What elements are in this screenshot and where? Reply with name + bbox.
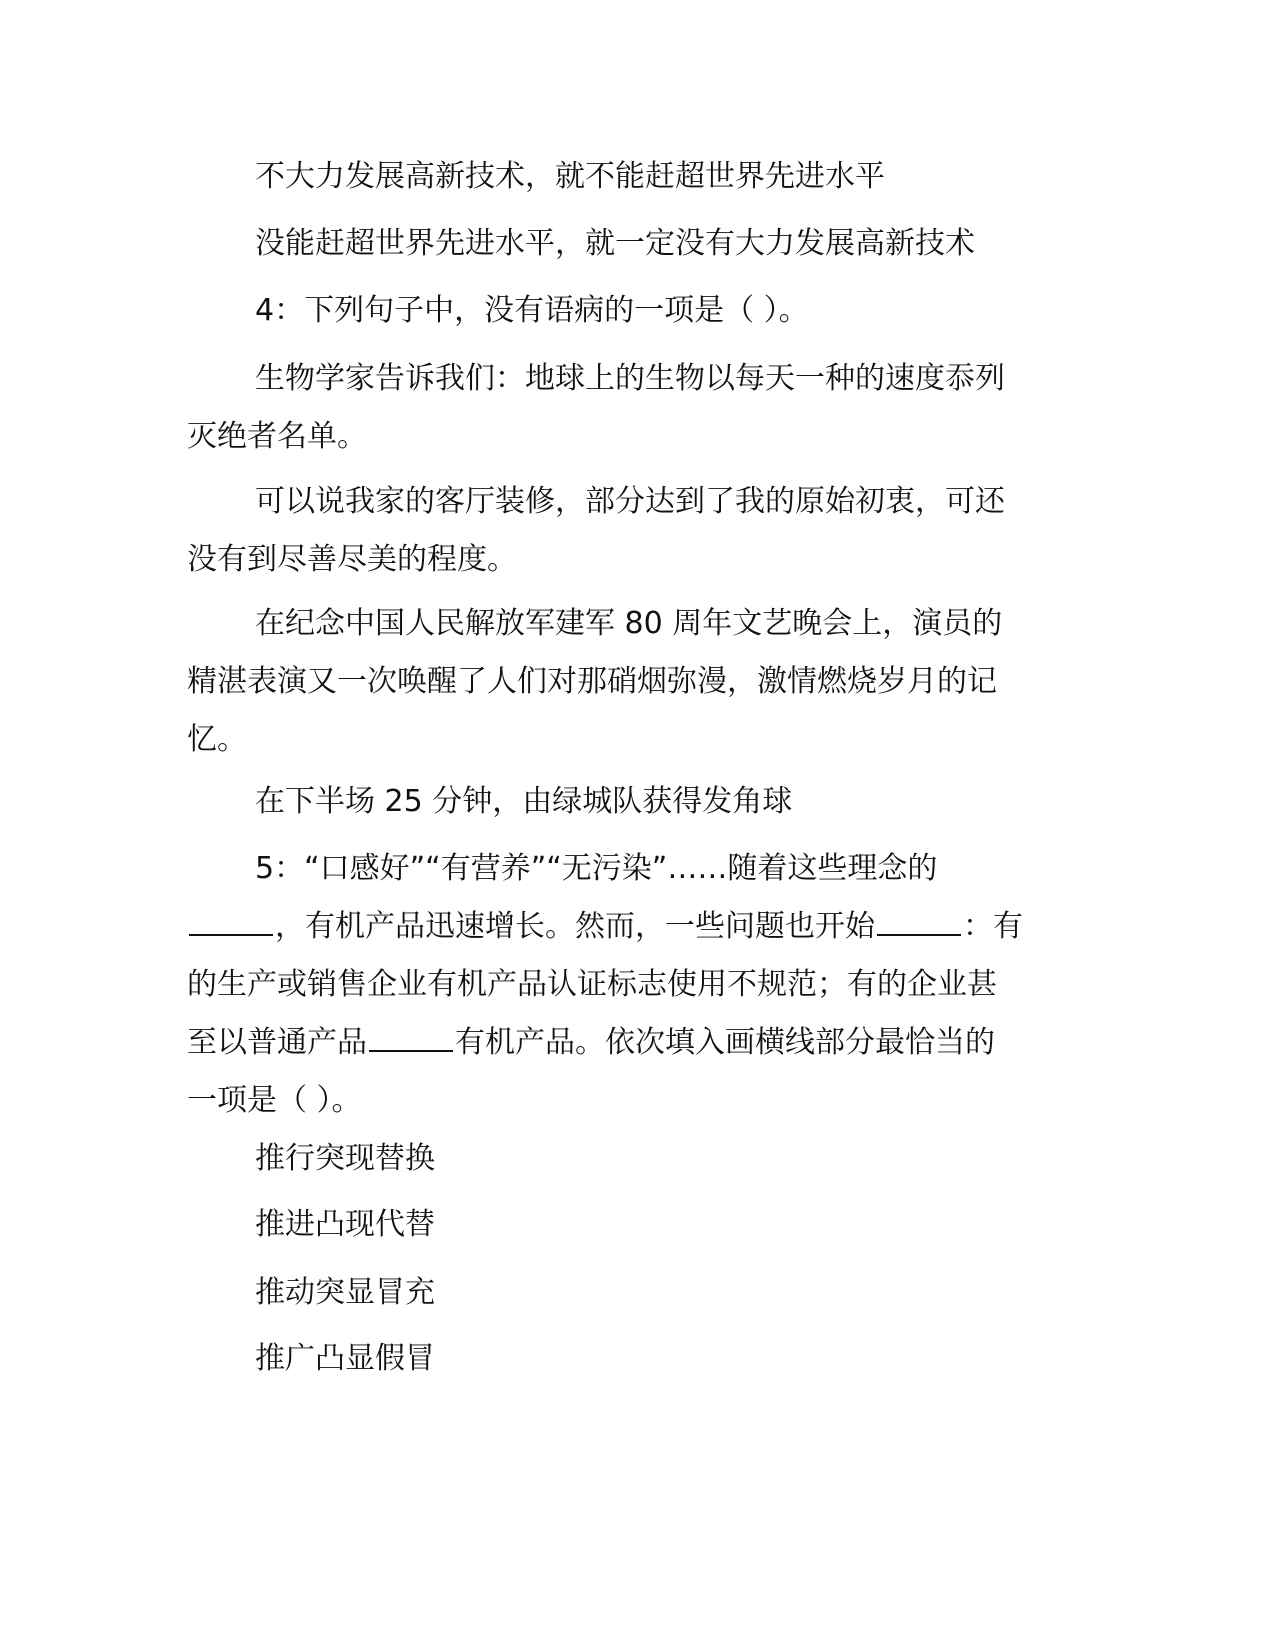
paragraph-text: ，有机产品迅速增长。然而，一些问题也开始 xyxy=(275,909,875,944)
answer-option: 推行突现替换 xyxy=(255,1141,435,1176)
fill-blank xyxy=(189,906,273,936)
option-text: 不大力发展高新技术，就不能赶超世界先进水平 xyxy=(255,159,885,194)
paragraph-line: 忆。 xyxy=(187,722,247,757)
paragraph-line: 在纪念中国人民解放军建军 80 周年文艺晚会上，演员的 xyxy=(255,606,1003,641)
paragraph-line xyxy=(187,898,1087,956)
paragraph-text: ：有 xyxy=(963,909,1023,944)
fill-blank xyxy=(877,906,961,936)
paragraph-line: 可以说我家的客厅装修，部分达到了我的原始初衷，可还 xyxy=(255,484,1005,519)
option-text: 在下半场 25 分钟，由绿城队获得发角球 xyxy=(255,784,793,819)
answer-option: 推进凸现代替 xyxy=(255,1207,435,1242)
fill-blank xyxy=(369,1022,453,1052)
option-text xyxy=(187,473,1087,589)
paragraph-line: 灭绝者名单。 xyxy=(187,419,367,454)
paragraph-line: 生物学家告诉我们：地球上的生物以每天一种的速度忝列 xyxy=(255,361,1005,396)
option-text xyxy=(187,350,1087,466)
answer-option: 推广凸显假冒 xyxy=(255,1341,435,1376)
paragraph-text: 有机产品。依次填入画横线部分最恰当的 xyxy=(455,1025,995,1060)
paragraph-line: 一项是（ ）。 xyxy=(187,1083,362,1118)
paragraph-line: 5：“口感好”“有营养”“无污染”……随着这些理念的 xyxy=(255,851,938,886)
answer-option: 推动突显冒充 xyxy=(255,1275,435,1310)
paragraph-line: 没有到尽善尽美的程度。 xyxy=(187,542,517,577)
paragraph-line: 精湛表演又一次唤醒了人们对那硝烟弥漫，激情燃烧岁月的记 xyxy=(187,664,997,699)
question-5 xyxy=(187,840,1087,1130)
paragraph-line: 的生产或销售企业有机产品认证标志使用不规范；有的企业甚 xyxy=(187,967,997,1002)
option-text: 没能赶超世界先进水平，就一定没有大力发展高新技术 xyxy=(255,226,975,261)
question-4: 4：下列句子中，没有语病的一项是（ ）。 xyxy=(255,293,809,328)
option-text xyxy=(187,595,1087,769)
paragraph-text: 至以普通产品 xyxy=(187,1025,367,1060)
paragraph-line xyxy=(187,1014,1087,1072)
